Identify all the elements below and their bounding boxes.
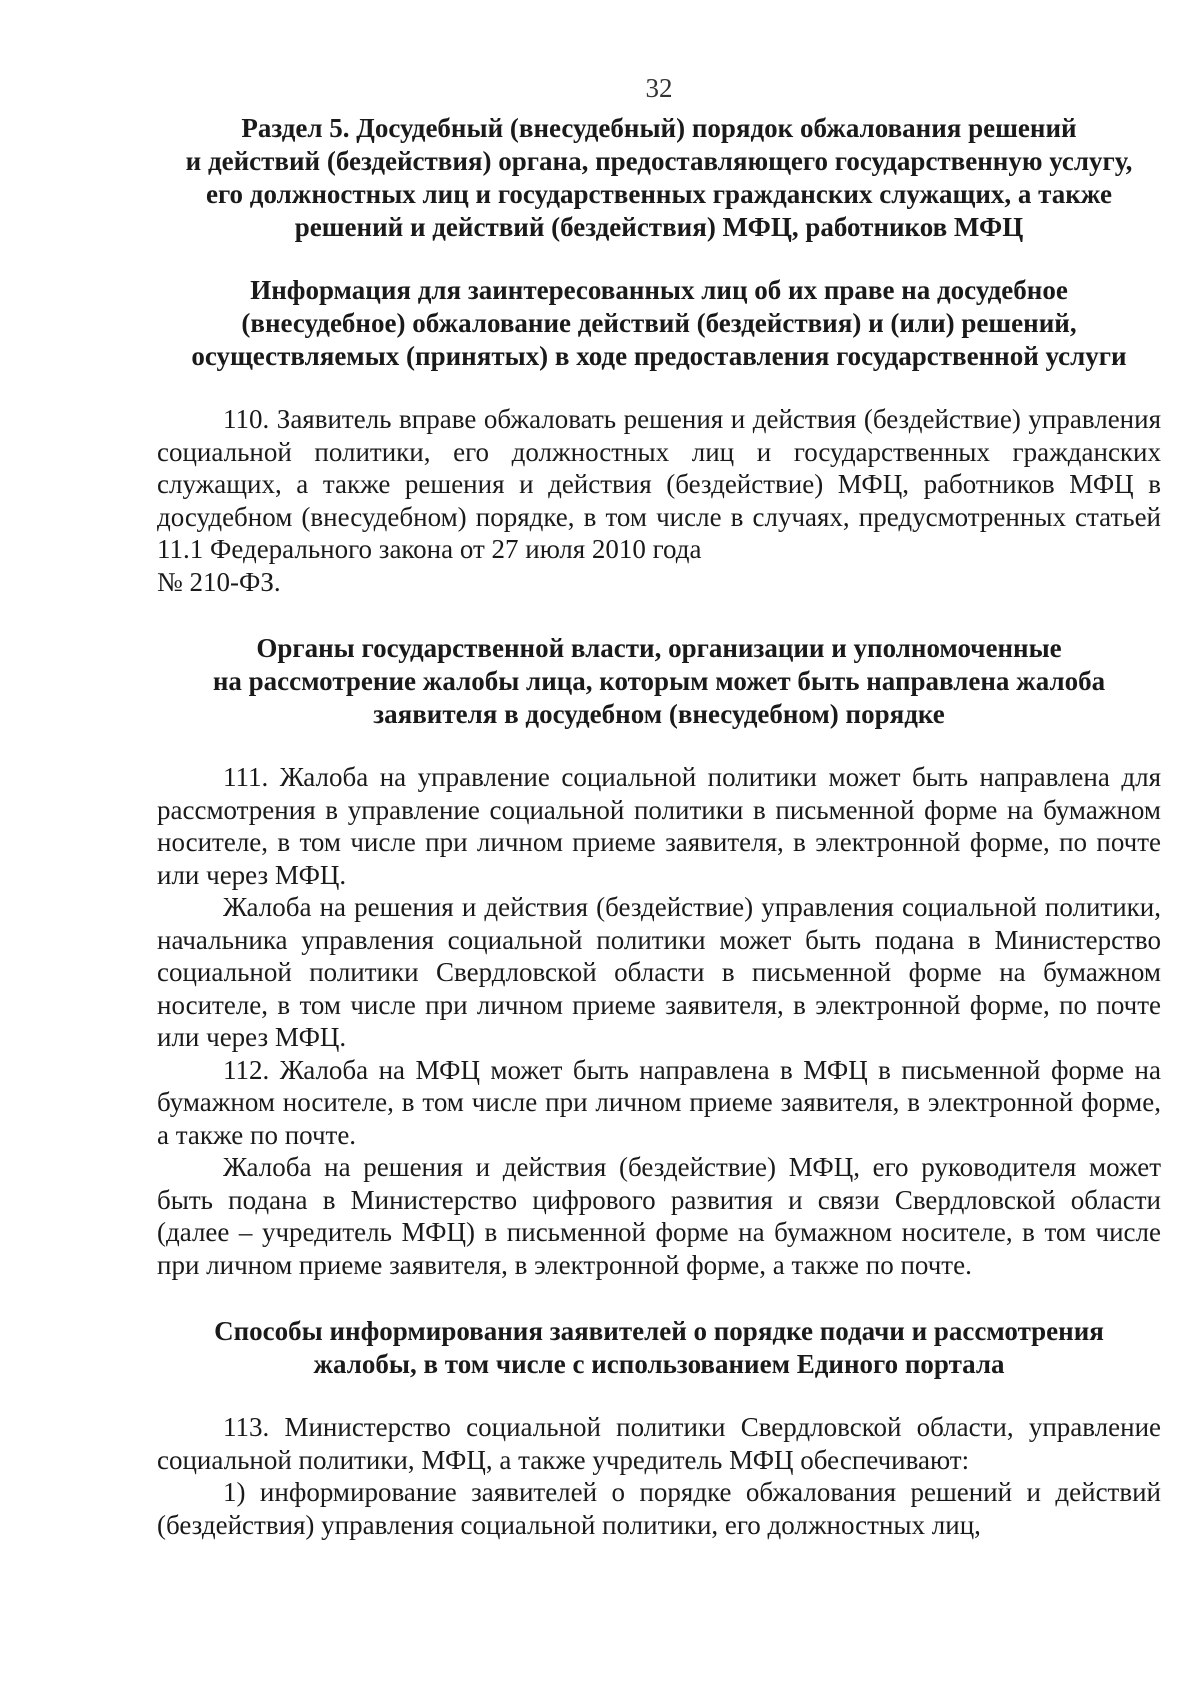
subsection-title-organs	[157, 632, 1161, 731]
paragraph-111-b: Жалоба на решения и действия (бездействие) управления социальной политики, начальника управления социальной политики может быть подана в Министерство социальной политики Свердловской области в письменной форме на бумажном носителе, в том числе при личном приеме заявителя, в электронной форме, по почте или через МФЦ.	[157, 892, 1161, 1052]
paragraph-112-b: Жалоба на решения и действия (бездействие) МФЦ, его руководителя может быть подана в Министерство цифрового развития и связи Свердловской области (далее – учредитель МФЦ) в письменной форме на бумажном носителе, в том числе при личном приеме заявителя, в электронной форме, а также по почте.	[157, 1152, 1161, 1280]
subsection-title-info	[157, 274, 1161, 373]
subsection-title-line: Информация для заинтересованных лиц об их праве на досудебное	[250, 275, 1068, 305]
subsection-title-line: Органы государственной власти, организации и уполномоченные	[256, 633, 1062, 663]
section-title-line: решений и действий (бездействия) МФЦ, работников МФЦ	[294, 212, 1024, 242]
subsection-title-line: на рассмотрение жалобы лица, которым может быть направлена жалоба	[212, 666, 1106, 696]
paragraph-111: 111. Жалоба на управление социальной политики может быть направлена для рассмотрения в управление социальной политики в письменной форме на бумажном носителе, в том числе при личном приеме заявителя, в электронной форме, по почте или через МФЦ.	[157, 762, 1161, 890]
subsection-title-line: жалобы, в том числе с использованием Единого портала	[313, 1349, 1005, 1379]
section-title	[157, 112, 1161, 244]
subsection-title-line: Способы информирования заявителей о порядке подачи и рассмотрения	[214, 1316, 1104, 1346]
subsection-title-line: заявителя в досудебном (внесудебном) порядке	[373, 699, 945, 729]
subsection-title-line: осуществляемых (принятых) в ходе предоставления государственной услуги	[191, 341, 1127, 371]
paragraph-110-end: № 210-ФЗ.	[157, 566, 281, 597]
paragraph-113-item-1: 1) информирование заявителей о порядке обжалования решений и действий (бездействия) управления социальной политики, его должностных лиц,	[157, 1477, 1161, 1540]
paragraph-112: 112. Жалоба на МФЦ может быть направлена в МФЦ в письменной форме на бумажном носителе, в том числе при личном приеме заявителя, в электронной форме, а также по почте.	[157, 1054, 1161, 1150]
subsection-title-informing	[157, 1315, 1161, 1381]
section-title-line: Раздел 5. Досудебный (внесудебный) порядок обжалования решений	[241, 113, 1077, 143]
page-number: 32	[645, 73, 673, 103]
paragraph-110: 110. Заявитель вправе обжаловать решения и действия (бездействие) управления социальной политики, его должностных лиц и государственных гражданских служащих, а также решения и действия (бездействие) МФЦ, работников МФЦ в досудебном (внесудебном) порядке, в том числе в случаях, предусмотренных статьей 11.1 Федерального закона от 27 июля 2010 года	[157, 404, 1161, 564]
paragraph-113: 113. Министерство социальной политики Свердловской области, управление социальной политики, МФЦ, а также учредитель МФЦ обеспечивают:	[157, 1412, 1161, 1475]
document-page	[157, 72, 1161, 1541]
section-title-line: и действий (бездействия) органа, предоставляющего государственную услугу,	[185, 146, 1133, 176]
section-title-line: его должностных лиц и государственных гражданских служащих, а также	[205, 179, 1113, 209]
subsection-title-line: (внесудебное) обжалование действий (бездействия) и (или) решений,	[241, 308, 1077, 338]
